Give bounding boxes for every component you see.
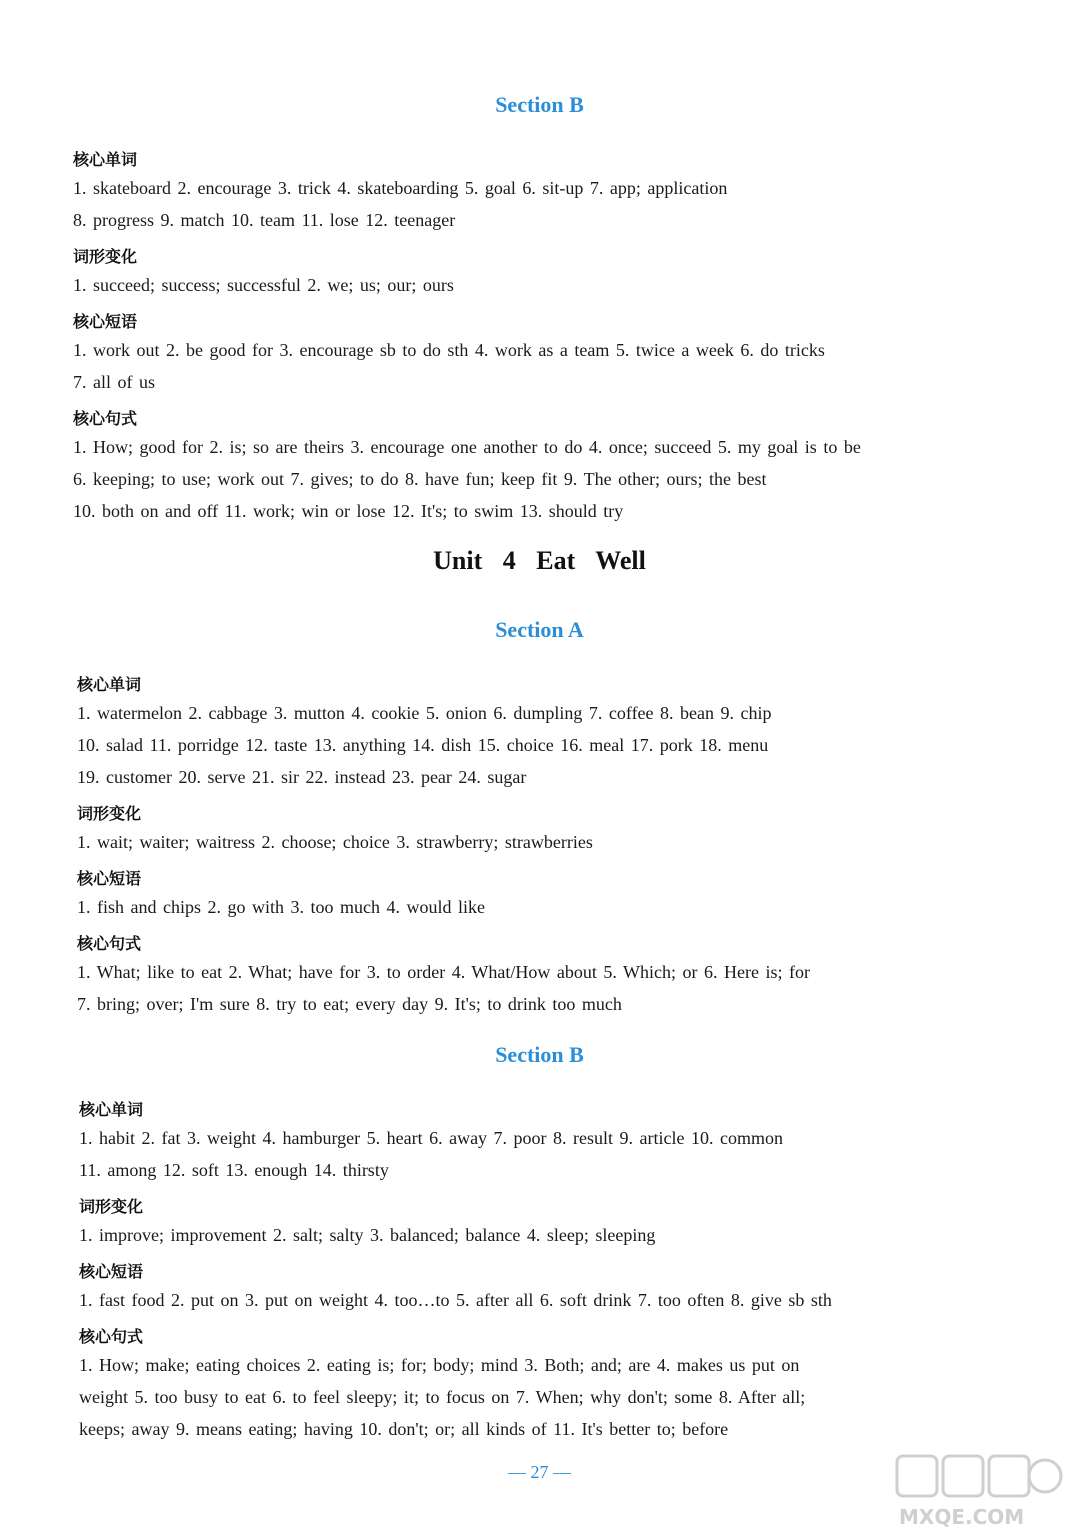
text-line: 1. succeed; success; successful 2. we; us; our; ours <box>73 275 454 295</box>
text-line: 19. customer 20. serve 21. sir 22. instead 23. pear 24. sugar <box>77 767 527 787</box>
text-line: 7. bring; over; I'm sure 8. try to eat; every day 9. It's; to drink too much <box>77 994 622 1014</box>
page-number: — 27 — <box>508 1462 571 1482</box>
text-line: 1. What; like to eat 2. What; have for 3. to order 4. What/How about 5. Which; or 6. Here is; for <box>77 962 810 982</box>
text-line: 1. skateboard 2. encourage 3. trick 4. skateboarding 5. goal 6. sit-up 7. app; application <box>73 178 728 198</box>
text-line: 1. How; good for 2. is; so are theirs 3. encourage one another to do 4. once; succeed 5. my goal is to be <box>73 437 861 457</box>
core-phrases-header: 核心短语 <box>77 869 142 888</box>
core-words-header: 核心单词 <box>73 150 138 169</box>
text-line: 1. watermelon 2. cabbage 3. mutton 4. cookie 5. onion 6. dumpling 7. coffee 8. bean 9. chip <box>77 703 772 723</box>
text-line: 1. How; make; eating choices 2. eating is; for; body; mind 3. Both; and; are 4. makes us put on <box>79 1355 800 1375</box>
word-forms-header: 词形变化 <box>73 247 138 266</box>
core-phrases-header: 核心短语 <box>79 1262 144 1281</box>
section-b-title: Section B <box>495 1042 584 1067</box>
text-line: 7. all of us <box>73 372 155 392</box>
text-line: 10. salad 11. porridge 12. taste 13. anything 14. dish 15. choice 16. meal 17. pork 18. menu <box>77 735 769 755</box>
text-line: 1. fish and chips 2. go with 3. too much 4. would like <box>77 897 485 917</box>
core-words-header: 核心单词 <box>79 1100 144 1119</box>
core-phrases-header: 核心短语 <box>73 312 138 331</box>
text-line: 1. improve; improvement 2. salt; salty 3. balanced; balance 4. sleep; sleeping <box>79 1225 656 1245</box>
watermark-logo-icon <box>893 1450 1063 1530</box>
text-line: 8. progress 9. match 10. team 11. lose 12. teenager <box>73 210 456 230</box>
word-forms-header: 词形变化 <box>79 1197 144 1216</box>
core-sentences-header: 核心句式 <box>77 934 142 953</box>
section-a-title: Section A <box>495 617 584 642</box>
core-words-header: 核心单词 <box>77 675 142 694</box>
core-sentences-header: 核心句式 <box>79 1327 144 1346</box>
text-line: 1. habit 2. fat 3. weight 4. hamburger 5. heart 6. away 7. poor 8. result 9. article 10. common <box>79 1128 783 1148</box>
watermark-text: MXQE.COM <box>899 1505 1025 1529</box>
core-sentences-header: 核心句式 <box>73 409 138 428</box>
section-b-title: Section B <box>495 92 584 117</box>
text-line: 1. wait; waiter; waitress 2. choose; choice 3. strawberry; strawberries <box>77 832 593 852</box>
text-line: 1. fast food 2. put on 3. put on weight 4. too…to 5. after all 6. soft drink 7. too often 8. give sb sth <box>79 1290 832 1310</box>
text-line: 11. among 12. soft 13. enough 14. thirsty <box>79 1160 389 1180</box>
word-forms-header: 词形变化 <box>77 804 142 823</box>
unit-title: Unit 4 Eat Well <box>433 546 646 575</box>
text-line: 6. keeping; to use; work out 7. gives; to do 8. have fun; keep fit 9. The other; ours; the best <box>73 469 767 489</box>
text-line: keeps; away 9. means eating; having 10. don't; or; all kinds of 11. It's better to; before <box>79 1419 729 1439</box>
text-line: weight 5. too busy to eat 6. to feel sleepy; it; to focus on 7. When; why don't; some 8. After all; <box>79 1387 806 1407</box>
text-line: 10. both on and off 11. work; win or lose 12. It's; to swim 13. should try <box>73 501 624 521</box>
text-line: 1. work out 2. be good for 3. encourage sb to do sth 4. work as a team 5. twice a week 6. do tricks <box>73 340 825 360</box>
